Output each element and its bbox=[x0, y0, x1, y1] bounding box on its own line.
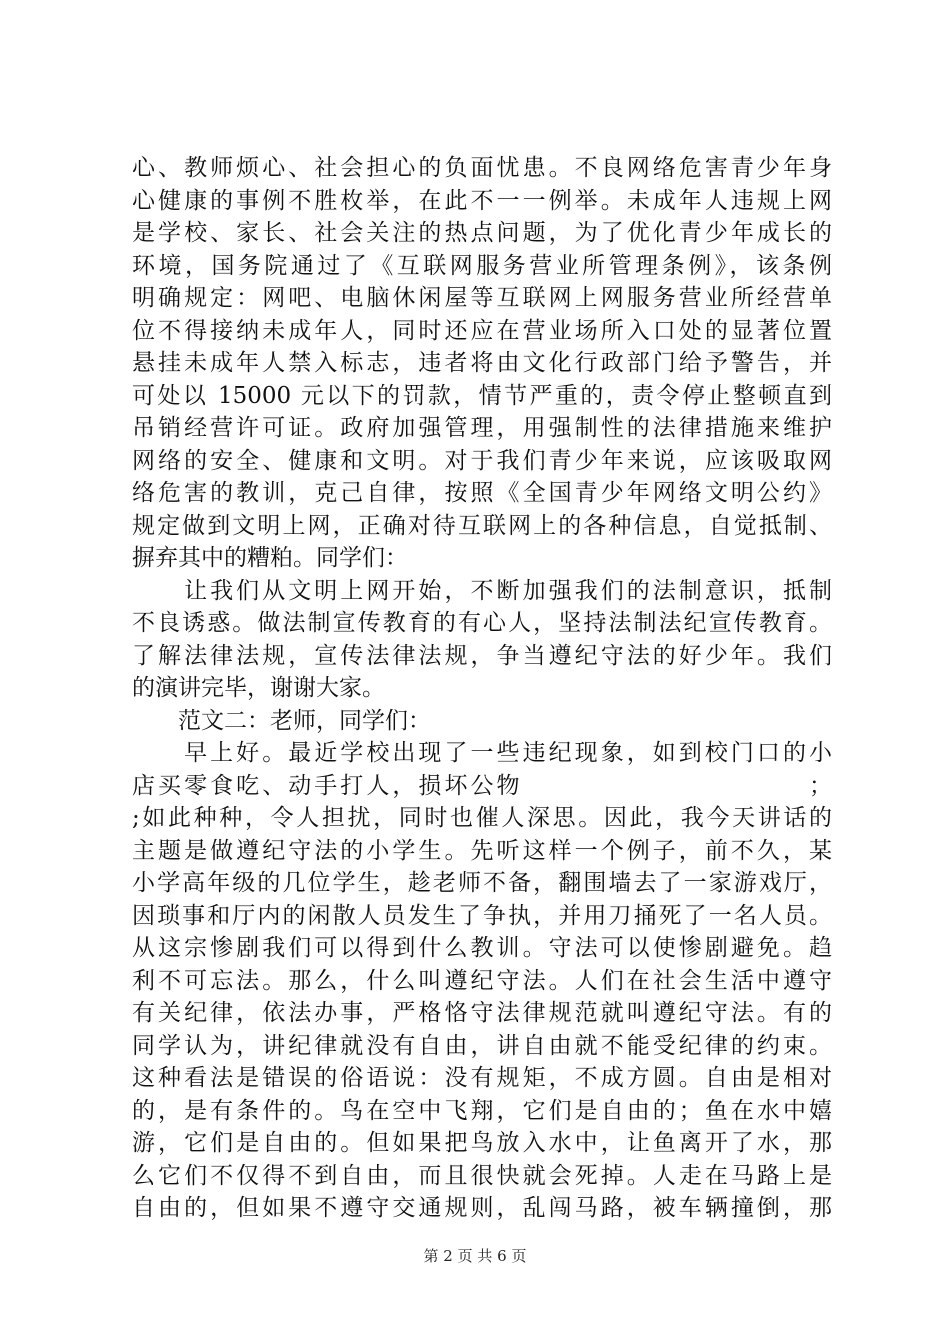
text-line: 同学认为，讲纪律就没有自由，讲自由就不能受纪律的约束。 bbox=[132, 1032, 832, 1059]
text-line: 络危害的教训，克己自律，按照《全国青少年网络文明公约》 bbox=[132, 480, 832, 506]
text-line: 从这宗惨剧我们可以得到什么教训。守法可以使惨剧避免。趋 bbox=[132, 935, 832, 961]
text-line: 这种看法是错误的俗语说：没有规矩，不成方圆。自由是相对 bbox=[132, 1065, 832, 1091]
text-line: 位不得接纳未成年人，同时还应在营业场所入口处的显著位置 bbox=[132, 317, 832, 344]
text-line: 了解法律法规，宣传法律法规，争当遵纪守法的好少年。我们 bbox=[132, 642, 832, 669]
text-line: ;如此种种，令人担扰，同时也催人深思。因此，我今天讲话的 bbox=[132, 805, 832, 831]
text-line: 小学高年级的几位学生，趁老师不备，翻围墙去了一家游戏厅， bbox=[132, 870, 832, 896]
text-line: 的，是有条件的。鸟在空中飞翔，它们是自由的；鱼在水中嬉 bbox=[132, 1097, 832, 1124]
text-line: 摒弃其中的糟粕。同学们： bbox=[132, 545, 408, 571]
text-line: 主题是做遵纪守法的小学生。先听这样一个例子，前不久，某 bbox=[132, 837, 832, 864]
text-line: 利不可忘法。那么，什么叫遵纪守法。人们在社会生活中遵守 bbox=[132, 967, 832, 994]
text-line: 网络的安全、健康和文明。对于我们青少年来说，应该吸取网 bbox=[132, 447, 832, 474]
text-line: 么它们不仅得不到自由，而且很快就会死掉。人走在马路上是 bbox=[132, 1162, 832, 1189]
text-line: 早上好。最近学校出现了一些违纪现象，如到校门口的小 bbox=[132, 740, 832, 766]
text-line: 心、教师烦心、社会担心的负面忧患。不良网络危害青少年身 bbox=[132, 155, 832, 181]
text-line: 吊销经营许可证。政府加强管理，用强制性的法律措施来维护 bbox=[132, 415, 832, 441]
text-line: 的演讲完毕，谢谢大家。 bbox=[132, 675, 385, 701]
text-line: 心健康的事例不胜枚举，在此不一一例举。未成年人违规上网 bbox=[132, 187, 832, 214]
text-line: 范文二：老师，同学们： bbox=[132, 707, 431, 734]
text-line: 可处以 15000 元以下的罚款，情节严重的，责令停止整顿直到 bbox=[132, 382, 832, 409]
text-line: 环境，国务院通过了《互联网服务营业所管理条例》，该条例 bbox=[132, 252, 832, 279]
text-line: 是学校、家长、社会关注的热点问题，为了优化青少年成长的 bbox=[132, 220, 832, 246]
text-line: 不良诱惑。做法制宣传教育的有心人，坚持法制法纪宣传教育。 bbox=[132, 610, 832, 636]
text-line: 自由的，但如果不遵守交通规则，乱闯马路，被车辆撞倒，那 bbox=[132, 1195, 832, 1221]
page-footer: 第 2 页 共 6 页 bbox=[423, 1247, 527, 1265]
document-body bbox=[132, 152, 832, 1225]
text-line: 规定做到文明上网，正确对待互联网上的各种信息，自觉抵制、 bbox=[132, 512, 832, 539]
text-line: 让我们从文明上网开始，不断加强我们的法制意识，抵制 bbox=[132, 577, 832, 604]
text-line: 因琐事和厅内的闲散人员发生了争执，并用刀捅死了一名人员。 bbox=[132, 902, 832, 929]
text-line: 悬挂未成年人禁入标志，违者将由文化行政部门给予警告，并 bbox=[132, 350, 832, 376]
text-line: 游，它们是自由的。但如果把鸟放入水中，让鱼离开了水，那 bbox=[132, 1130, 832, 1156]
text-line: 有关纪律，依法办事，严格恪守法律规范就叫遵纪守法。有的 bbox=[132, 1000, 832, 1026]
text-line: 明确规定：网吧、电脑休闲屋等互联网上网服务营业所经营单 bbox=[132, 285, 832, 311]
text-line: 店买零食吃、动手打人，损坏公物 ； bbox=[132, 772, 832, 799]
